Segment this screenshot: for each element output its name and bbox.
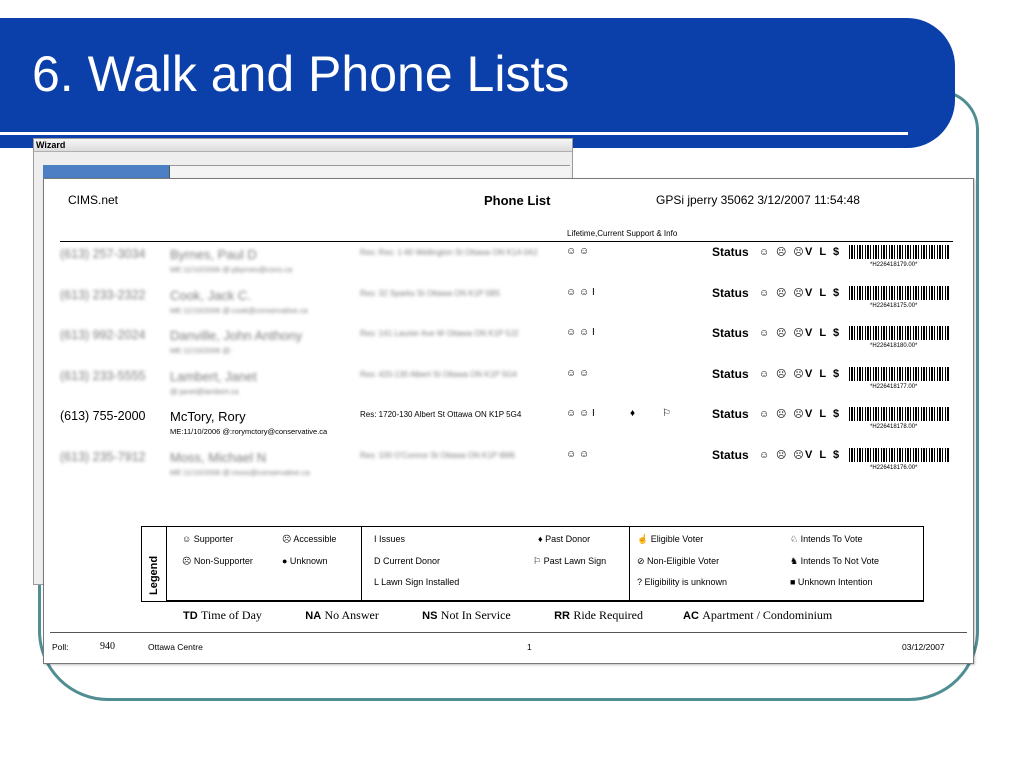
legend-current-donor: D Current Donor	[374, 556, 441, 566]
code-key	[183, 608, 832, 623]
code-ns-value: Not In Service	[440, 608, 511, 622]
legend-non-supporter: ☹ Non-Supporter	[182, 556, 253, 566]
legend-unknown-intention: ■ Unknown Intention	[790, 577, 873, 587]
vls-flags: V L $	[805, 246, 842, 258]
report-app-name: CIMS.net	[68, 193, 119, 207]
legend-label-cell	[142, 527, 167, 601]
voter-details: ME:11/10/2006 @:cook@conservative.ca	[170, 305, 308, 315]
code-ns-key: NS	[422, 610, 438, 622]
barcode-text: *H226418175.00*	[870, 302, 918, 309]
barcode-icon	[849, 407, 949, 421]
code-rr-value: Ride Required	[573, 608, 643, 622]
support-icons: ☺ ☺ I	[566, 408, 595, 419]
legend-eligibility-unknown: ? Eligibility is unknown	[637, 577, 728, 587]
legend-supporter: ☺ Supporter	[182, 534, 234, 544]
voter-address: Res: 32 Sparks St Ottawa ON K1P 5B5	[360, 288, 500, 298]
barcode-icon	[849, 367, 949, 381]
support-icons: ☺ ☺	[566, 367, 590, 379]
status-faces: ☺ ☹ ☹	[759, 409, 806, 420]
phone-number: (613) 992-2024	[60, 328, 146, 342]
phone-list-report	[43, 178, 974, 664]
barcode-text: *H226418177.00*	[870, 383, 918, 390]
support-icons: ☺ ☺	[566, 448, 590, 460]
report-meta: GPSi jperry 35062 3/12/2007 11:54:48	[656, 193, 860, 207]
vls-flags: V L $	[805, 327, 842, 339]
legend-past-donor: ♦ Past Donor	[538, 534, 591, 544]
legend-non-eligible-voter: ⊘ Non-Eligible Voter	[637, 556, 720, 566]
status-label: Status	[712, 447, 749, 462]
footer-page: 1	[527, 642, 532, 652]
status-label: Status	[712, 326, 749, 340]
code-ac-value: Apartment / Condominium	[702, 608, 833, 622]
barcode-text: *H226418178.00*	[870, 424, 918, 430]
slide-title: 6. Walk and Phone Lists	[32, 46, 570, 102]
phone-number: (613) 257-3034	[60, 247, 146, 261]
legend-lawn-sign: L Lawn Sign Installed	[374, 577, 460, 587]
vls-flags: V L $	[805, 286, 842, 299]
vls-flags: V L $	[805, 408, 842, 420]
table-row[interactable]	[44, 326, 973, 366]
lawn-sign-icon: ⚐	[662, 408, 671, 419]
voter-details: @:janet@lambert.ca	[170, 386, 239, 396]
voter-name: McTory, Rory	[170, 409, 246, 424]
voter-name: Lambert, Janet	[170, 368, 257, 384]
code-rr-key: RR	[554, 610, 570, 622]
status-label: Status	[712, 245, 749, 259]
barcode-text: *H226418176.00*	[870, 464, 918, 471]
phone-number: (613) 235-7912	[60, 449, 146, 464]
voter-address: Res: 1720-130 Albert St Ottawa ON K1P 5G4	[360, 410, 522, 419]
legend-accessible: ☹ Accessible	[282, 534, 337, 544]
vls-flags: V L $	[805, 367, 842, 380]
support-icons: ☺ ☺	[566, 246, 590, 257]
voter-address: Res: Res: 1-60 Wellington St Ottawa ON K1A 0A2	[360, 248, 538, 257]
wizard-title: Wizard	[34, 139, 572, 152]
title-underline	[0, 132, 908, 135]
table-row[interactable]	[44, 367, 973, 407]
phone-number: (613) 233-2322	[60, 287, 146, 302]
donor-icon: ♦	[630, 408, 636, 419]
legend-box	[141, 526, 924, 602]
voter-details: ME:11/10/2006 @:	[170, 346, 233, 355]
code-td-value: Time of Day	[201, 608, 262, 622]
report-subheader: Lifetime,Current Support & Info	[567, 229, 678, 238]
phone-number: (613) 233-5555	[60, 368, 146, 383]
legend-eligible-voter: ☝ Eligible Voter	[637, 534, 704, 544]
barcode-icon	[849, 448, 949, 462]
legend-label: Legend	[148, 555, 160, 595]
barcode-icon	[849, 326, 949, 340]
voter-name: Byrnes, Paul D	[170, 247, 257, 262]
legend-bottom-rule	[166, 600, 923, 601]
footer-date: 03/12/2007	[902, 642, 945, 652]
code-na-value: No Answer	[324, 608, 379, 622]
legend-separator	[629, 527, 630, 601]
voter-address: Res: 420-130 Albert St Ottawa ON K1P 5G4	[360, 369, 517, 379]
barcode-icon	[849, 286, 949, 300]
header-divider	[60, 241, 953, 242]
table-row[interactable]	[44, 407, 973, 447]
code-ac-key: AC	[683, 610, 699, 622]
barcode-text: *H226418179.00*	[870, 262, 918, 268]
legend-separator	[361, 527, 362, 601]
wizard-tab-selected[interactable]	[43, 165, 169, 179]
voter-details: ME:11/10/2006 @:moss@conservative.ca	[170, 467, 310, 477]
phone-number: (613) 755-2000	[60, 409, 146, 423]
support-icons: ☺ ☺ I	[566, 327, 595, 338]
status-faces: ☺ ☹ ☹	[759, 449, 806, 461]
report-title: Phone List	[484, 193, 551, 208]
footer-riding: Ottawa Centre	[148, 642, 203, 652]
status-label: Status	[712, 407, 749, 421]
voter-address: Res: 100 O'Connor St Ottawa ON K1P 6M6	[360, 450, 515, 460]
voter-address: Res: 141 Laurier Ave W Ottawa ON K1P 5J2	[360, 329, 519, 338]
voter-name: Danville, John Anthony	[170, 328, 303, 343]
support-icons: ☺ ☺ I	[566, 286, 595, 298]
vls-flags: V L $	[805, 448, 842, 461]
legend-past-lawn-sign: ⚐ Past Lawn Sign	[533, 556, 607, 566]
status-faces: ☺ ☹ ☹	[759, 328, 806, 339]
status-faces: ☺ ☹ ☹	[759, 247, 806, 258]
legend-unknown: ● Unknown	[282, 556, 328, 566]
table-row[interactable]	[44, 286, 973, 326]
footer-poll-label: Poll:	[52, 642, 69, 652]
voter-name: Moss, Michael N	[170, 449, 267, 465]
footer-poll-number: 940	[100, 641, 115, 652]
legend-intends-not-vote: ♞ Intends To Not Vote	[790, 556, 879, 566]
voter-details: ME:11/10/2006 @:rorymctory@conservative.ca	[170, 427, 328, 436]
status-label: Status	[712, 366, 749, 381]
legend-issues: I Issues	[374, 534, 406, 544]
code-na-key: NA	[305, 610, 322, 622]
table-row[interactable]	[44, 245, 973, 285]
status-faces: ☺ ☹ ☹	[759, 368, 806, 380]
voter-name: Cook, Jack C.	[170, 287, 251, 303]
legend-intends-vote: ♘ Intends To Vote	[790, 534, 863, 544]
table-row[interactable]	[44, 448, 973, 488]
voter-details: ME:11/10/2006 @:pbyrnes@cons.ca	[170, 265, 293, 274]
status-faces: ☺ ☹ ☹	[759, 287, 806, 299]
footer-rule	[50, 632, 967, 633]
status-label: Status	[712, 285, 749, 300]
barcode-icon	[849, 245, 949, 259]
barcode-text: *H226418180.00*	[870, 343, 918, 349]
code-td-key: TD	[183, 610, 198, 622]
